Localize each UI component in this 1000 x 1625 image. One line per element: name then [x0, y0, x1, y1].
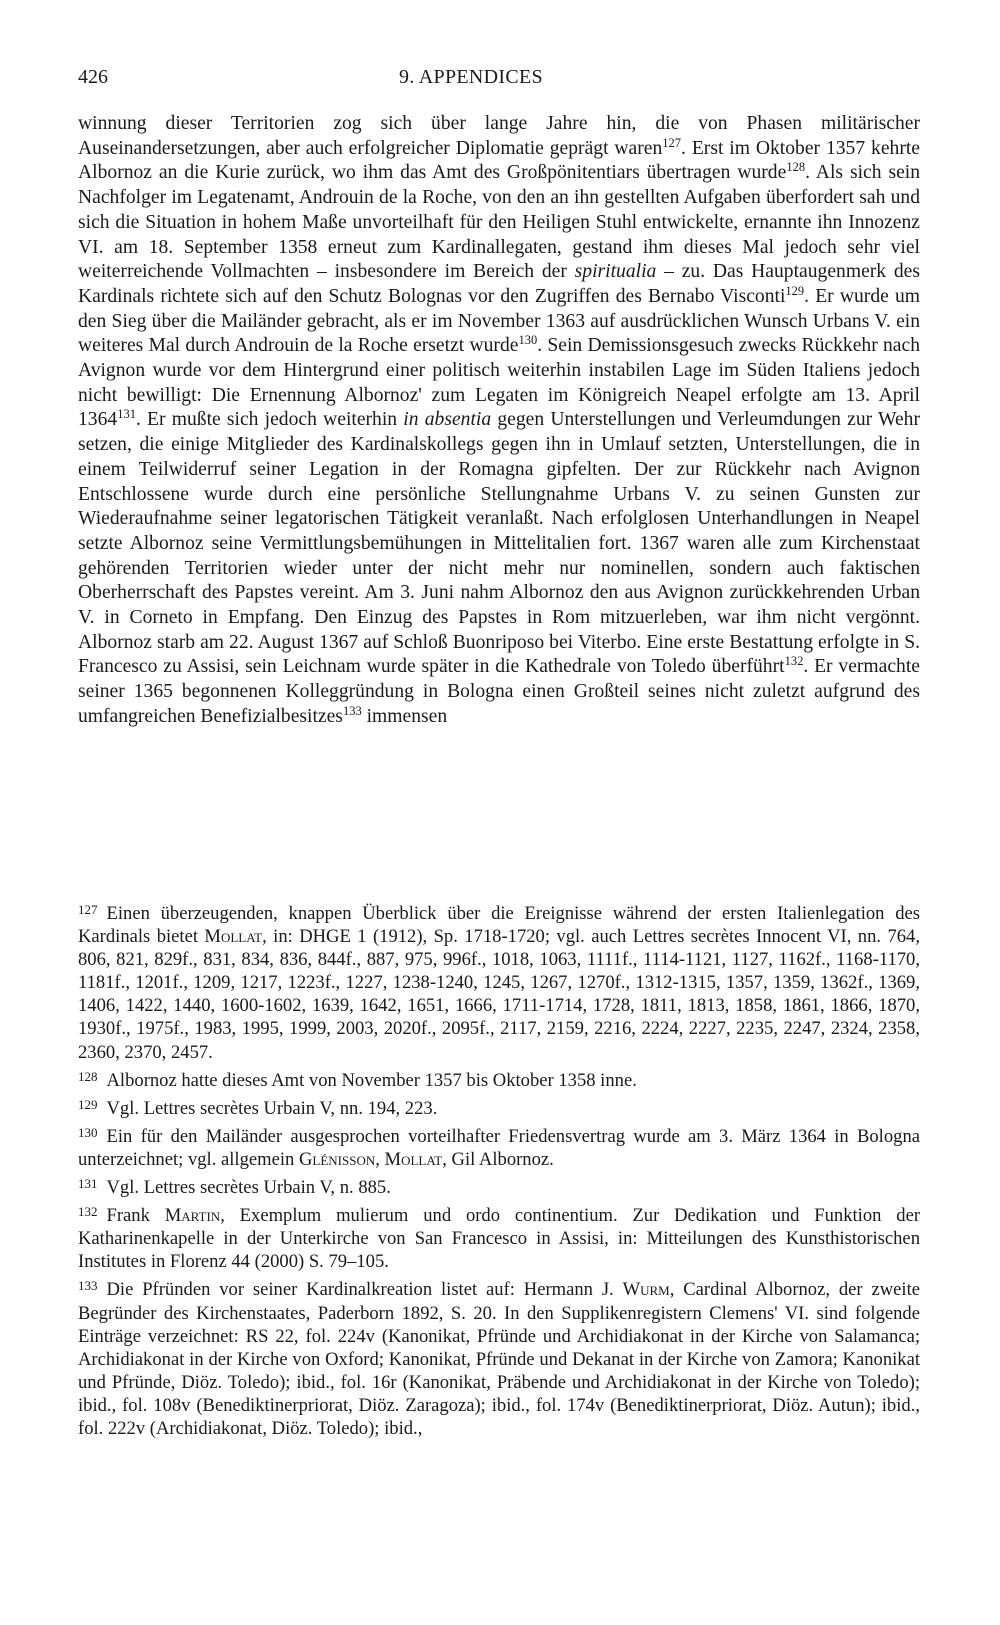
text-segment: . Er wurde um den Sieg über die Mailänder gebracht, als er im November 1363 auf ausdrücklichen Wunsch Urbans V. ein weiteres Mal durch Androuin de la Roche ersetzt wurde — [78, 285, 920, 357]
footnote-128 — [78, 1065, 920, 1092]
italic-term: in absentia — [403, 409, 492, 431]
author-name: Glénisson — [298, 1148, 376, 1170]
author-name: Mollat — [204, 926, 263, 948]
footnote-text: , Exemplum mulierum und ordo continentium. Zur Dedikation und Funktion der Katharinenkapelle in der Unterkirche von San Francesco in Assisi, in: Mitteilungen des Kunsthistorischen Institutes in Florenz 44 (2000) S. 79–105. — [78, 1205, 921, 1273]
text-segment: . Sein Demissionsgesuch zwecks Rückkehr nach Avignon wurde vor dem Hintergrund einer politisch weiterhin instabilen Lage im Süden Italiens jedoch nicht bewilligt: Die Ernennung Albornoz' zum Legaten im Königreich Neapel erfolgte am 13. April 1364 — [78, 335, 920, 431]
footnote-129 — [78, 1093, 920, 1120]
footnote-ref-129: 129 — [785, 283, 805, 298]
author-name: Mollat — [384, 1148, 443, 1170]
footnote-text: , — [375, 1148, 385, 1170]
footnotes-section — [78, 898, 920, 1441]
text-segment: . Als sich sein Nachfolger im Legatenamt, Androuin de la Roche, von den an ihn gestellten Aufgaben überfordert sah und sich die Situation in hohem Maße unvorteilhaft für den Heiligen Stuhl entwickelte, ernannte ihn Innozenz VI. am 18. September 1358 erneut zum Kardinallegaten, gestand ihm dieses Mal jedoch sehr viel weiterreichende Vollmachten – insbesondere im Bereich der — [78, 162, 921, 283]
footnote-text: Vgl. Lettres secrètes Urbain V, n. 885. — [106, 1177, 391, 1199]
author-name: Wurm — [622, 1279, 670, 1301]
author-name: Martin — [164, 1205, 221, 1227]
running-head: 9. APPENDICES — [399, 66, 543, 88]
footnote-text: Vgl. Lettres secrètes Urbain V, nn. 194, 223. — [106, 1097, 438, 1119]
footnote-text: Die Pfründen vor seiner Kardinalkreation listet auf: Hermann J. — [106, 1279, 623, 1301]
footnote-ref-127: 127 — [662, 135, 682, 150]
main-text — [78, 112, 920, 730]
footnote-133 — [78, 1274, 920, 1440]
footnote-127 — [78, 898, 920, 1064]
footnote-text: Albornoz hatte dieses Amt von November 1357 bis Oktober 1358 inne. — [106, 1069, 637, 1091]
footnote-number: 131 — [78, 1176, 98, 1192]
text-segment: . Er vermachte seiner 1365 begonnenen Kolleggründung in Bologna einen Großteil seines nicht zuletzt aufgrund des umfangreichen Benefizialbesitzes — [78, 656, 920, 727]
page-number: 426 — [78, 66, 108, 88]
body-paragraph — [78, 112, 920, 730]
text-segment: . Er mußte sich jedoch weiterhin — [135, 409, 404, 431]
footnote-text: , Gil Albornoz. — [442, 1148, 554, 1170]
footnote-text: Frank — [106, 1205, 165, 1227]
footnote-130 — [78, 1121, 920, 1171]
footnote-number: 129 — [78, 1096, 98, 1112]
footnote-number: 132 — [78, 1204, 98, 1220]
footnote-ref-131: 131 — [117, 407, 136, 422]
footnote-ref-133: 133 — [342, 703, 362, 718]
footnote-ref-130: 130 — [518, 333, 538, 348]
footnote-text: , in: DHGE 1 (1912), Sp. 1718-1720; vgl. auch Lettres secrètes Innocent VI, nn. 764, 806, 821, 829f., 831, 834, 836, 844f., 887, 975, 996f., 1018, 1063, 1111f., 1114-1121, 1127, 1162f., 1168-1170, 1181f., 1201f., 1209, 1217, 1223f., 1227, 1238-1240, 1245, 1267, 1270f., 1312-1315, 1357, 1359, 1362f., 1369, 1406, 1422, 1440, 1600-1602, 1639, 1642, 1651, 1666, 1711-1714, 1728, 1811, 1813, 1858, 1861, 1866, 1870, 1930f., 1975f., 1983, 1995, 1999, 2003, 2020f., 2095f., 2117, 2159, 2216, 2224, 2227, 2235, 2247, 2324, 2358, 2360, 2370, 2457. — [78, 926, 920, 1063]
page-header — [78, 64, 920, 90]
footnote-132 — [78, 1200, 920, 1273]
footnote-ref-128: 128 — [786, 160, 806, 175]
footnote-text: Ein für den Mailänder ausgesprochen vorteilhafter Friedensvertrag wurde am 3. März 1364 in Bologna unterzeichnet; vgl. allgemein — [78, 1125, 920, 1170]
footnote-ref-132: 132 — [784, 654, 804, 669]
text-segment: immensen — [361, 705, 448, 727]
footnote-131 — [78, 1172, 920, 1199]
footnote-number: 133 — [78, 1278, 98, 1294]
text-segment: – zu. Das Hauptaugenmerk des Kardinals richtete sich auf den Schutz Bolognas vor den Zugriffen des Bernabo Visconti — [78, 261, 920, 307]
text-segment: winnung dieser Territorien zog sich über lange Jahre hin, die von Phasen militärischer Auseinandersetzungen, aber auch erfolgreicher Diplomatie geprägt waren — [78, 113, 920, 159]
footnote-number: 127 — [78, 902, 98, 917]
footnote-text: Einen überzeugenden, knappen Überblick über die Ereignisse während der ersten Italienlegation des Kardinals bietet — [78, 903, 920, 948]
footnote-number: 130 — [78, 1124, 98, 1140]
footnote-number: 128 — [78, 1068, 98, 1084]
text-segment: . Erst im Oktober 1357 kehrte Albornoz an die Kurie zurück, wo ihm das Amt des Großpönitentiars übertragen wurde — [78, 137, 920, 184]
italic-term: spiritualia — [574, 261, 657, 283]
footnote-text: , Cardinal Albornoz, der zweite Begründer des Kirchenstaates, Paderborn 1892, S. 20. In den Supplikenregistern Clemens' VI. sind folgende Einträge verzeichnet: RS 22, fol. 224v (Kanonikat, Pfründe und Archidiakonat in der Kirche von Salamanca; Archidiakonat in der Kirche von Oxford; Kanonikat, Pfründe und Dekanat in der Kirche von Zamora; Kanonikat und Pfründe, Diöz. Toledo); ibid., fol. 16r (Kanonikat, Präbende und Archidiakonat in der Kirche von Toledo); ibid., fol. 108v (Benediktinerpriorat, Diöz. Zaragoza); ibid., fol. 174v (Benediktinerpriorat, Diöz. Autun); ibid., fol. 222v (Archidiakonat, Diöz. Toledo); ibid., — [78, 1279, 920, 1439]
text-segment: gegen Unterstellungen und Verleumdungen zur Wehr setzen, die einige Mitglieder des Kardinalskollegs gegen ihn in Umlauf setzten, Unterstellungen, die in einem Teilwiderruf seiner Legation in der Romagna gipfelten. Der zur Rückkehr nach Avignon Entschlossene wurde durch eine persönliche Stellungnahme Urbans V. zu seinen Gunsten zur Wiederaufnahme seiner legatorischen Tätigkeit veranlaßt. Nach erfolglosen Unterhandlungen in Neapel setzte Albornoz seine Vermittlungsbemühungen in Mittelitalien fort. 1367 waren alle zum Kirchenstaat gehörenden Territorien wieder unter der nicht mehr nur nominellen, sondern auch faktischen Oberherrschaft des Papstes vereint. Am 3. Juni nahm Albornoz den aus Avignon zurückkehrenden Urban V. in Corneto in Empfang. Den Einzug des Papstes in Rom mitzuerleben, war ihm nicht vergönnt. Albornoz starb am 22. August 1367 auf Schloß Buonriposo bei Viterbo. Eine erste Bestattung erfolgte in S. Francesco zu Assisi, sein Leichnam wurde später in die Kathedrale von Toledo überführt — [78, 409, 920, 678]
